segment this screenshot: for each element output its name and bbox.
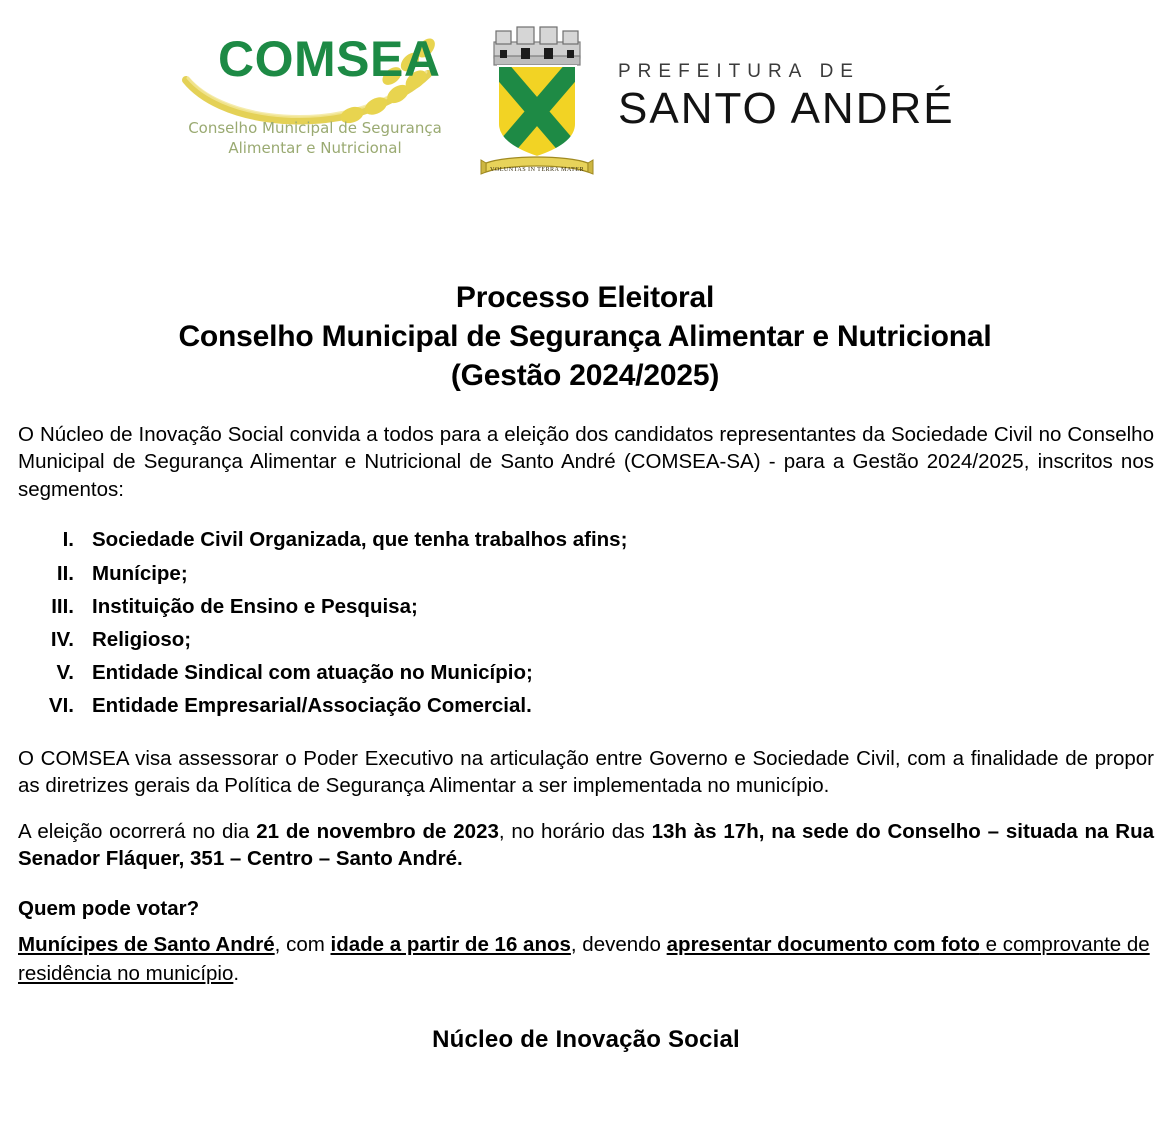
election-time-place: 13h às 17h, na sede do Conselho – situada na Rua Senador Fláquer, 351 – Centro – Santo André.	[18, 819, 1154, 871]
coat-of-arms-motto: VOLUNTAS IN TERRA MATER	[489, 166, 585, 173]
document-body	[0, 421, 1170, 1054]
title-line-3: (Gestão 2024/2025)	[450, 359, 720, 392]
election-prefix: A eleição ocorrerá no dia	[18, 819, 257, 843]
list-item-label: Entidade Empresarial/Associação Comercial.	[92, 694, 532, 718]
voting-part-municipes: Munícipes de Santo André	[18, 932, 275, 956]
list-item-numeral: V.	[56, 661, 74, 685]
voting-part-devendo: , devendo	[570, 932, 667, 956]
voting-part-idade: idade a partir de 16 anos	[330, 932, 571, 956]
comsea-subtitle	[180, 118, 450, 159]
santo-andre-coat-of-arms-icon	[478, 20, 596, 180]
election-details-paragraph	[18, 818, 1154, 873]
title-line-1: Processo Eleitoral	[455, 281, 715, 314]
title-line-2: Conselho Municipal de Segurança Alimentar e Nutricional	[178, 320, 992, 353]
list-item-numeral: I.	[62, 528, 74, 552]
election-middle: , no horário das	[498, 819, 652, 843]
list-item-numeral: III.	[51, 594, 74, 618]
intro-paragraph: O Núcleo de Inovação Social convida a todos para a eleição dos candidatos representantes da Sociedade Civil no Conselho Municipal de Segurança Alimentar e Nutricional de Santo André (COMSEA-SA) - para a Gestão 2024/2025, inscritos nos segmentos:	[18, 423, 1154, 501]
list-item-label: Religioso;	[92, 628, 192, 652]
list-item-numeral: II.	[56, 561, 74, 585]
comsea-subtitle-line1: Conselho Municipal de Segurança	[188, 119, 442, 137]
segments-list	[18, 523, 1154, 722]
voting-requirements-paragraph	[18, 930, 1154, 988]
prefeitura-wordmark	[618, 62, 955, 132]
list-item-numeral: VI.	[48, 694, 74, 718]
comsea-wordmark: COMSEA	[218, 31, 441, 87]
list-item	[18, 656, 1154, 689]
list-item-label: Instituição de Ensino e Pesquisa;	[92, 594, 418, 618]
list-item-label: Entidade Sindical com atuação no Município;	[92, 661, 533, 685]
logo-row	[180, 18, 955, 180]
prefeitura-line2: SANTO ANDRÉ	[618, 84, 955, 133]
voting-part-documento: apresentar documento com foto	[666, 932, 980, 956]
voting-part-com: , com	[274, 932, 331, 956]
voting-question-heading: Quem pode votar?	[18, 896, 200, 920]
document-header	[0, 0, 1170, 190]
page-title	[0, 278, 1170, 395]
list-item-label: Munícipe;	[92, 561, 188, 585]
purpose-paragraph: O COMSEA visa assessorar o Poder Executivo na articulação entre Governo e Sociedade Civil, com a finalidade de propor as diretrizes gerais da Política de Segurança Alimentar a ser implementada no município.	[18, 746, 1154, 798]
list-item-numeral: IV.	[50, 628, 74, 652]
comsea-logo	[180, 18, 450, 178]
prefeitura-line1: PREFEITURA DE	[618, 61, 860, 82]
list-item	[18, 689, 1154, 722]
list-item	[18, 523, 1154, 556]
list-item	[18, 557, 1154, 590]
voting-part-period: .	[233, 962, 240, 986]
signature-footer: Núcleo de Inovação Social	[432, 1026, 740, 1054]
comsea-subtitle-line2: Alimentar e Nutricional	[228, 139, 402, 158]
election-date: 21 de novembro de 2023	[256, 819, 499, 843]
list-item	[18, 623, 1154, 656]
list-item	[18, 590, 1154, 623]
voting-part-comprovante: e comprovante de residência no município	[18, 932, 1150, 986]
list-item-label: Sociedade Civil Organizada, que tenha trabalhos afins;	[92, 528, 628, 552]
